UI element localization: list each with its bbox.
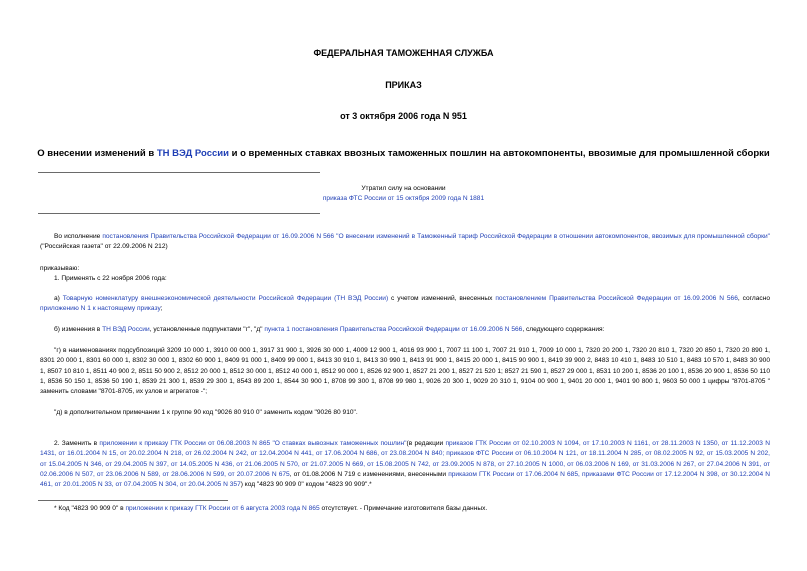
paragraph-item-b <box>40 325 770 335</box>
footnote-text-2: отсутствует. - Примечание изготовителя базы данных. <box>319 505 488 512</box>
resolution-point-link[interactable]: пункта 1 постановления Правительства Российской Федерации от 16.09.2006 N 566 <box>264 326 523 333</box>
amendments-link[interactable]: приказом ГТК России от 17.06.2004 N 685, приказами ФТС России от 17.12.2004 N 398, от 30.12.2004 N 461, от 20.01.2005 N 33, от 07.04.2005 N 304, от 20.04.2005 N 357 <box>40 470 770 489</box>
paragraph-item-a <box>40 294 770 315</box>
paragraph-subitem-d: "д) в дополнительном примечании 1 к группе 90 код "9026 80 910 0" заменить кодом "9026 80 910". <box>54 409 358 416</box>
item-2-text: (в редакции <box>406 440 446 447</box>
item-2-code: ) код "4823 90 909 0" <box>240 481 304 489</box>
paragraph-item-1: 1. Применять с 22 ноября 2006 года: <box>54 275 167 282</box>
repeal-notice-text: Утратил силу на основании <box>361 185 446 192</box>
footnote-text: * Код "4823 90 909 0" в <box>54 505 126 512</box>
item-2-end: кодом "4823 90 909".* <box>303 481 372 489</box>
paragraph-preamble <box>40 232 770 253</box>
item-a-end: ; <box>160 305 163 313</box>
title-text-post: и о временных ставках ввозных таможенных пошлин на автокомпоненты, ввозимые для промышленной сборки <box>228 148 770 159</box>
repeal-notice <box>0 184 807 205</box>
document-title <box>0 148 807 159</box>
item-b-end: , следующего содержания: <box>522 326 605 333</box>
footnote <box>40 504 770 514</box>
item-2-text-2: , от 01.08.2006 N 719 с изменениями, внесенными <box>289 470 449 478</box>
item-a-text: с учетом изменений, внесенных <box>388 295 496 302</box>
repeal-order-link[interactable]: приказа ФТС России от 15 октября 2009 года N 1881 <box>322 195 485 203</box>
footnote-link[interactable]: приложении к приказу ГТК России от 6 августа 2003 года N 865 <box>125 505 320 512</box>
title-text-pre: О внесении изменений в <box>37 148 157 159</box>
item-b-prefix: б) изменения в <box>54 326 103 333</box>
item-2-prefix: 2. Заменить в <box>54 440 100 447</box>
amending-orders-link[interactable]: приказов ГТК России от 02.10.2003 N 1094, от 17.10.2003 N 1161, от 28.11.2003 N 1350, от 11.12.2003 N 1431, от 16.01.2004 N 15, от 20.02.2004 N 218, от 26.02.2004 N 242, от 12.04.2004 N 441, от 17.06.2004 N 686, от 23.08.2004 N 840; приказов ФТС России от 06.10.2004 N 121, от 18.11.2004 N 285, от 08.02.2005 N 92, от 15.03.2005 N 202, от 15.04.2005 N 346, от 29.04.2005 N 397, от 14.05.2005 N 436, от 21.06.2005 N 570, от 21.07.2005 N 669, от 15.08.2005 N 742, от 23.09.2005 N 878, от 27.10.2005 N 1000, от 06.03.2006 N 169, от 31.03.2006 N 267, от 27.04.2006 N 391, от 02.06.2006 N 507, от 23.06.2006 N 589, от 28.06.2006 N 599, от 20.07.2006 N 675 <box>40 440 770 478</box>
agency-name: ФЕДЕРАЛЬНАЯ ТАМОЖЕННАЯ СЛУЖБА <box>313 48 494 58</box>
footnote-divider <box>38 500 228 501</box>
gtk-order-865-link[interactable]: приложении к приказу ГТК России от 06.08.2003 N 865 "О ставках вывозных таможенных пошлин" <box>99 440 407 447</box>
paragraph-subitem-g: "г) в наименованиях подсубпозиций 3209 10 000 1, 3910 00 000 1, 3917 31 900 1, 3926 30 000 1, 4009 12 900 1, 4016 93 900 1, 7007 11 100 1, 7007 21 910 1, 7009 10 000 1, 7320 20 200 1, 7320 20 810 1, 7320 20 850 1, 7320 20 890 1, 8301 20 000 1, 8301 60 000 1, 8302 30 000 1, 8302 60 900 1, 8409 91 000 1, 8409 99 000 1, 8413 30 910 1, 8413 30 990 1, 8413 91 900 1, 8415 20 000 1, 8415 90 900 1, 8419 39 900 2, 8483 10 410 1, 8483 10 510 1, 8483 10 570 1, 8483 30 900 1, 8507 10 810 1, 8511 40 900 2, 8511 50 900 2, 8512 20 000 1, 8512 30 000 1, 8512 40 000 1, 8512 90 000 1, 8526 92 900 1, 8527 21 200 1, 8527 21 520 1; 8527 21 590 1, 8527 29 000 1, 8531 10 200 1, 8536 20 100 1, 8536 20 900 1, 8536 50 110 1, 8536 50 150 1, 8536 50 190 1, 8539 21 300 1, 8539 29 300 1, 8543 89 200 1, 8544 30 900 1, 8708 99 300 1, 8708 99 980 1, 9026 20 300 1, 9029 20 310 1, 9104 00 900 1, 9401 20 000 1, 9401 90 800 1, 9603 50 000 1 цифры "8701-8705 " заменить словами "8701-8705, их узлов и агрегатов -"; <box>40 347 770 396</box>
tnved-link-2[interactable]: ТН ВЭД России <box>102 326 150 333</box>
appendix-1-link[interactable]: приложению N 1 к настоящему приказу <box>40 305 161 313</box>
tnved-link[interactable]: ТН ВЭД России <box>156 148 229 159</box>
item-b-text: , установленные подпунктами "г", "д" <box>149 326 265 333</box>
preamble-source: ("Российская газета" от 22.09.2006 N 212) <box>40 243 168 251</box>
item-a-text-2: , согласно <box>737 295 771 302</box>
resolution-link[interactable]: постановлением Правительства Российской Федерации от 16.09.2006 N 566 <box>495 295 738 302</box>
nomenclature-link[interactable]: Товарную номенклатуру внешнеэкономической деятельности Российской Федерации (ТН ВЭД России) <box>62 295 389 302</box>
item-a-prefix: а) <box>54 295 63 302</box>
divider-top <box>38 172 320 173</box>
divider-bottom <box>38 213 320 214</box>
document-date-number: от 3 октября 2006 года N 951 <box>340 111 467 121</box>
resolution-566-link[interactable]: постановления Правительства Российской Федерации от 16.09.2006 N 566 "О внесении изменений в Таможенный тариф Российской Федерации в отношении автокомпонентов, ввозимых для промышленной сборки" <box>102 233 771 240</box>
paragraph-order-word: приказываю: <box>40 265 80 272</box>
preamble-text: Во исполнение <box>54 233 103 240</box>
paragraph-item-2 <box>40 439 770 490</box>
document-type: ПРИКАЗ <box>385 80 422 90</box>
